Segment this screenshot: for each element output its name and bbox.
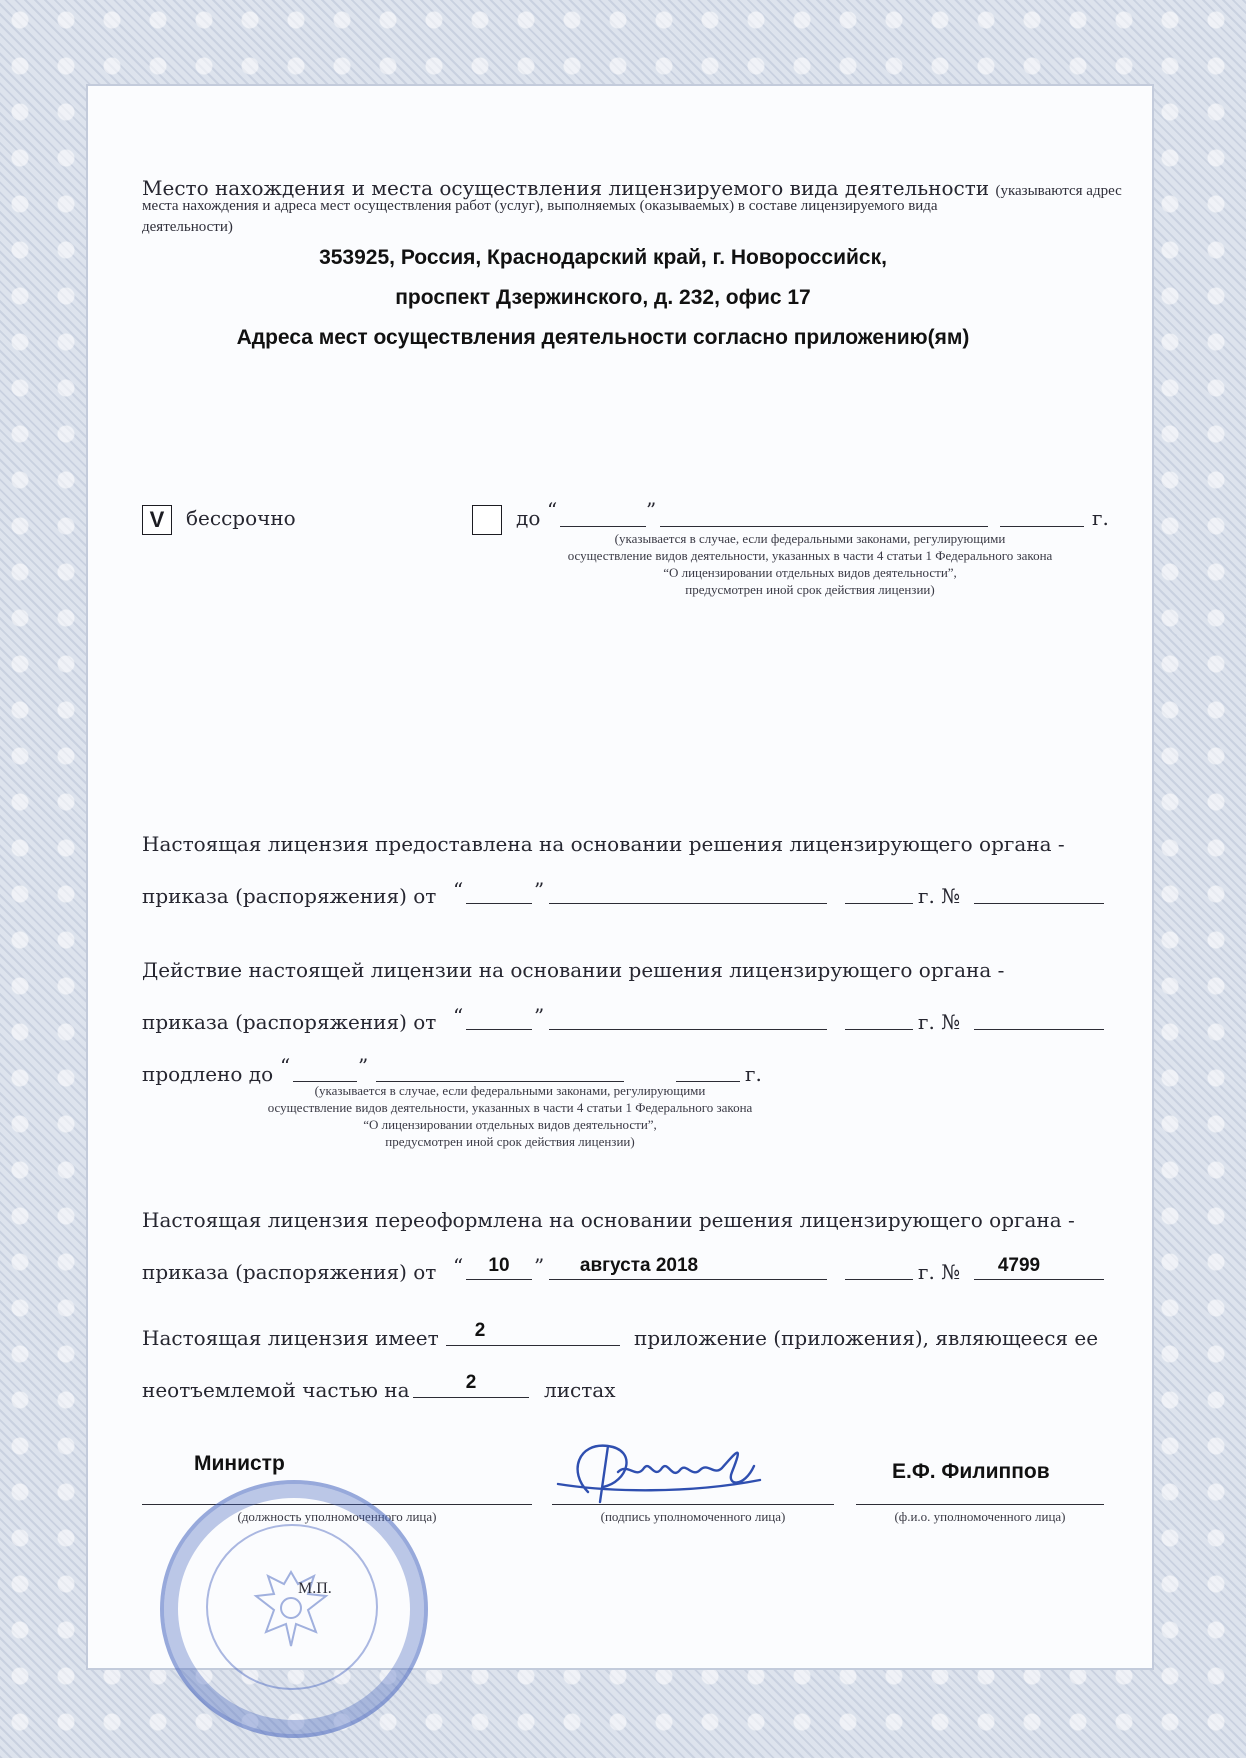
granted-close-quote: ” [534,878,545,902]
granted-order-label: приказа (распоряжения) от [142,884,437,908]
reissued-day-line[interactable] [466,1279,532,1280]
extension-day-line[interactable] [466,1029,532,1030]
extension-month-line[interactable] [549,1029,827,1030]
extended-year-suffix: г. [745,1062,762,1086]
reissued-statement: Настоящая лицензия переоформлена на основании решения лицензирующего органа - [142,1208,1075,1232]
extension-note-line-3: “О лицензировании отдельных видов деятельности”, [363,1117,657,1132]
appendix-part-label: неотъемлемой частью на [142,1378,410,1402]
extension-order-label: приказа (распоряжения) от [142,1010,437,1034]
extended-close-quote: ” [358,1054,369,1078]
location-heading-note: (указываются адрес [995,183,1122,199]
until-month-line[interactable] [660,526,988,527]
official-seal [160,1480,428,1738]
appendix-sheets-suffix: листах [544,1378,616,1402]
extension-open-quote: “ [453,1004,464,1028]
until-day-line[interactable] [560,526,646,527]
until-prefix: до [516,506,541,530]
reissued-year-line[interactable] [845,1279,913,1280]
name-caption: (ф.и.о. уполномоченного лица) [894,1509,1066,1524]
signature-line [552,1504,834,1505]
eagle-emblem-icon [236,1554,346,1664]
address-line-1: 353925, Россия, Краснодарский край, г. Новороссийск, [319,246,887,269]
name-line [856,1504,1104,1505]
appendix-count: 2 [474,1320,486,1341]
until-open-quote: “ [547,498,558,522]
reissued-month-line[interactable] [549,1279,827,1280]
extension-note [200,1082,820,1150]
term-note-line-1: (указывается в случае, если федеральными законами, регулирующими [614,531,1006,546]
extension-note-line-1: (указывается в случае, если федеральными законами, регулирующими [314,1083,706,1098]
granted-month-line[interactable] [549,903,827,904]
position-caption: (должность уполномоченного лица) [237,1509,437,1524]
extended-label: продлено до [142,1062,274,1086]
reissued-year-suffix: г. № [918,1260,961,1284]
document-paper [88,86,1152,1668]
granted-day-line[interactable] [466,903,532,904]
term-note-line-2: осуществление видов деятельности, указанных в части 4 статьи 1 Федерального закона [567,548,1053,563]
reissued-order-label: приказа (распоряжения) от [142,1260,437,1284]
appendix-count-line[interactable] [446,1345,620,1346]
official-name: Е.Ф. Филиппов [892,1460,1050,1483]
until-close-quote: ” [646,498,657,522]
extension-statement: Действие настоящей лицензии на основании решения лицензирующего органа - [142,958,1005,982]
until-checkbox[interactable] [472,505,502,535]
appendix-sheets: 2 [465,1372,477,1393]
appendix-sheets-line[interactable] [413,1397,529,1398]
signature-caption: (подпись уполномоченного лица) [600,1509,786,1524]
reissued-close-quote: ” [534,1254,545,1278]
address-line-2: проспект Дзержинского, д. 232, офис 17 [395,286,811,309]
term-note-line-3: “О лицензировании отдельных видов деятельности”, [663,565,957,580]
reissued-open-quote: “ [453,1254,464,1278]
official-position: Министр [194,1452,285,1475]
signature-image [548,1432,778,1510]
reissued-day: 10 [488,1255,510,1276]
seal-mark: М.П. [298,1580,332,1597]
extension-year-line[interactable] [845,1029,913,1030]
until-year-suffix: г. [1092,506,1109,530]
location-heading-note-2: места нахождения и адреса мест осуществления работ (услуг), выполняемых (оказываемых) в составе лицензируемого вида [142,198,938,214]
until-year-line[interactable] [1000,526,1084,527]
granted-number-line[interactable] [974,903,1104,904]
extension-note-line-4: предусмотрен иной срок действия лицензии) [385,1134,635,1149]
term-note-line-4: предусмотрен иной срок действия лицензии) [685,582,935,597]
extended-open-quote: “ [280,1054,291,1078]
appendix-count-suffix: приложение (приложения), являющееся ее [634,1326,1099,1350]
location-heading [142,176,1122,200]
reissued-month-year: августа 2018 [579,1255,699,1276]
granted-statement: Настоящая лицензия предоставлена на основании решения лицензирующего органа - [142,832,1065,856]
reissued-number: 4799 [997,1255,1041,1276]
term-note [510,530,1110,598]
extension-note-line-2: осуществление видов деятельности, указанных в части 4 статьи 1 Федерального закона [267,1100,753,1115]
reissued-number-line[interactable] [974,1279,1104,1280]
appendix-has-label: Настоящая лицензия имеет [142,1326,439,1350]
granted-year-line[interactable] [845,903,913,904]
location-heading-main: Место нахождения и места осуществления лицензируемого вида деятельности [142,176,990,200]
location-heading-note-3: деятельности) [142,219,233,235]
indefinite-label: бессрочно [186,506,296,530]
granted-open-quote: “ [453,878,464,902]
extension-close-quote: ” [534,1004,545,1028]
activity-addresses: Адреса мест осуществления деятельности согласно приложению(ям) [236,326,970,349]
indefinite-checkbox[interactable]: V [142,505,172,535]
extension-year-suffix: г. № [918,1010,961,1034]
extension-number-line[interactable] [974,1029,1104,1030]
granted-year-suffix: г. № [918,884,961,908]
